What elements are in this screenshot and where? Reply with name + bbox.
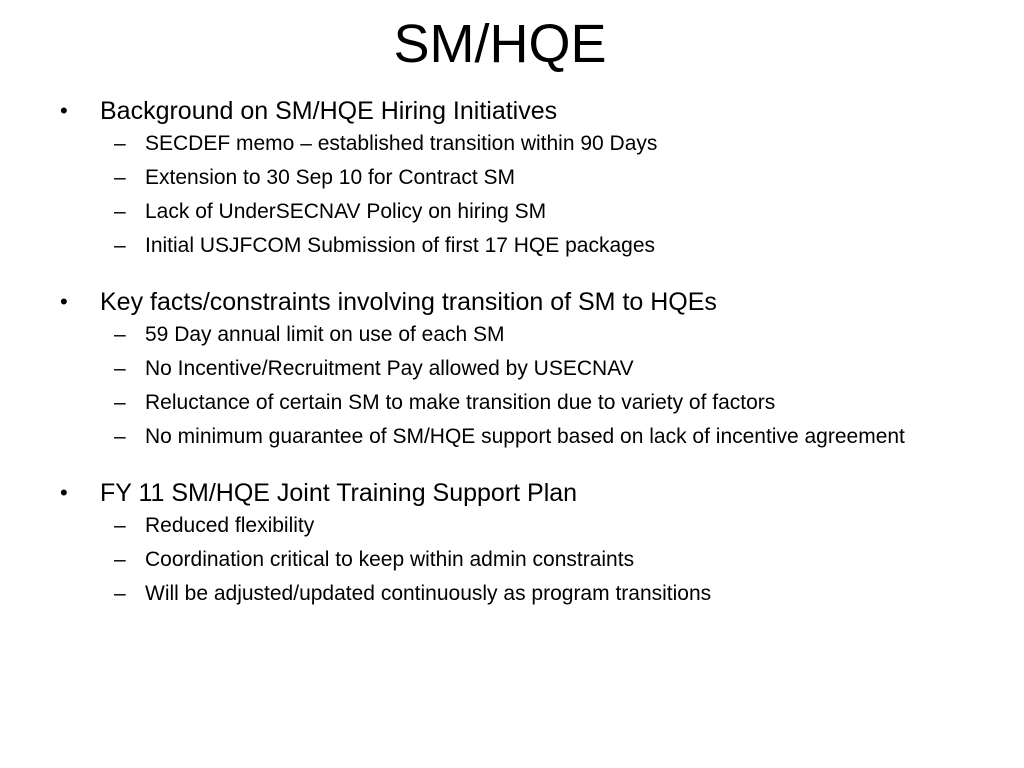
- sub-bullet-item: [58, 546, 978, 573]
- bullet-item: [58, 476, 978, 510]
- bullet-icon: •: [60, 289, 68, 314]
- sub-list: [58, 130, 978, 259]
- dash-icon: –: [114, 391, 126, 414]
- dash-icon: –: [114, 548, 126, 571]
- section-key-facts: [58, 285, 978, 450]
- sub-bullet-text: SECDEF memo – established transition within 90 Days: [145, 132, 658, 155]
- section-training-plan: [58, 476, 978, 607]
- sub-bullet-item: [58, 389, 978, 416]
- sub-bullet-item: [58, 423, 978, 450]
- sub-bullet-item: [58, 130, 978, 157]
- sub-bullet-text: Initial USJFCOM Submission of first 17 HQE packages: [145, 234, 656, 257]
- dash-icon: –: [114, 132, 126, 155]
- dash-icon: –: [114, 582, 126, 605]
- sub-bullet-text: Reluctance of certain SM to make transition due to variety of factors: [145, 391, 776, 414]
- section-background: [58, 94, 978, 259]
- sub-bullet-item: [58, 512, 978, 539]
- sub-bullet-item: [58, 232, 978, 259]
- slide-content: [58, 94, 978, 633]
- sub-bullet-text: No Incentive/Recruitment Pay allowed by USECNAV: [145, 357, 634, 380]
- sub-bullet-item: [58, 198, 978, 225]
- sub-bullet-text: Coordination critical to keep within admin constraints: [145, 548, 635, 571]
- dash-icon: –: [114, 357, 126, 380]
- dash-icon: –: [114, 166, 126, 189]
- sub-bullet-text: Extension to 30 Sep 10 for Contract SM: [145, 166, 516, 189]
- sub-bullet-item: [58, 355, 978, 382]
- dash-icon: –: [114, 323, 126, 346]
- dash-icon: –: [114, 425, 126, 448]
- sub-bullet-text: Lack of UnderSECNAV Policy on hiring SM: [145, 200, 547, 223]
- sub-bullet-item: [58, 580, 978, 607]
- sub-bullet-text: 59 Day annual limit on use of each SM: [145, 323, 505, 346]
- sub-bullet-text: No minimum guarantee of SM/HQE support based on lack of incentive agreement: [145, 425, 905, 448]
- bullet-text: FY 11 SM/HQE Joint Training Support Plan: [100, 479, 578, 507]
- bullet-text: Background on SM/HQE Hiring Initiatives: [100, 97, 558, 125]
- dash-icon: –: [114, 200, 126, 223]
- sub-bullet-text: Will be adjusted/updated continuously as program transitions: [145, 582, 712, 605]
- bullet-item: [58, 94, 978, 128]
- sub-bullet-item: [58, 164, 978, 191]
- sub-bullet-text: Reduced flexibility: [145, 514, 315, 537]
- bullet-icon: •: [60, 480, 68, 505]
- dash-icon: –: [114, 514, 126, 537]
- dash-icon: –: [114, 234, 126, 257]
- sub-list: [58, 512, 978, 607]
- bullet-text: Key facts/constraints involving transition of SM to HQEs: [100, 288, 717, 316]
- slide-title: SM/HQE: [393, 14, 607, 74]
- sub-bullet-item: [58, 321, 978, 348]
- bullet-icon: •: [60, 98, 68, 123]
- bullet-item: [58, 285, 978, 319]
- sub-list: [58, 321, 978, 450]
